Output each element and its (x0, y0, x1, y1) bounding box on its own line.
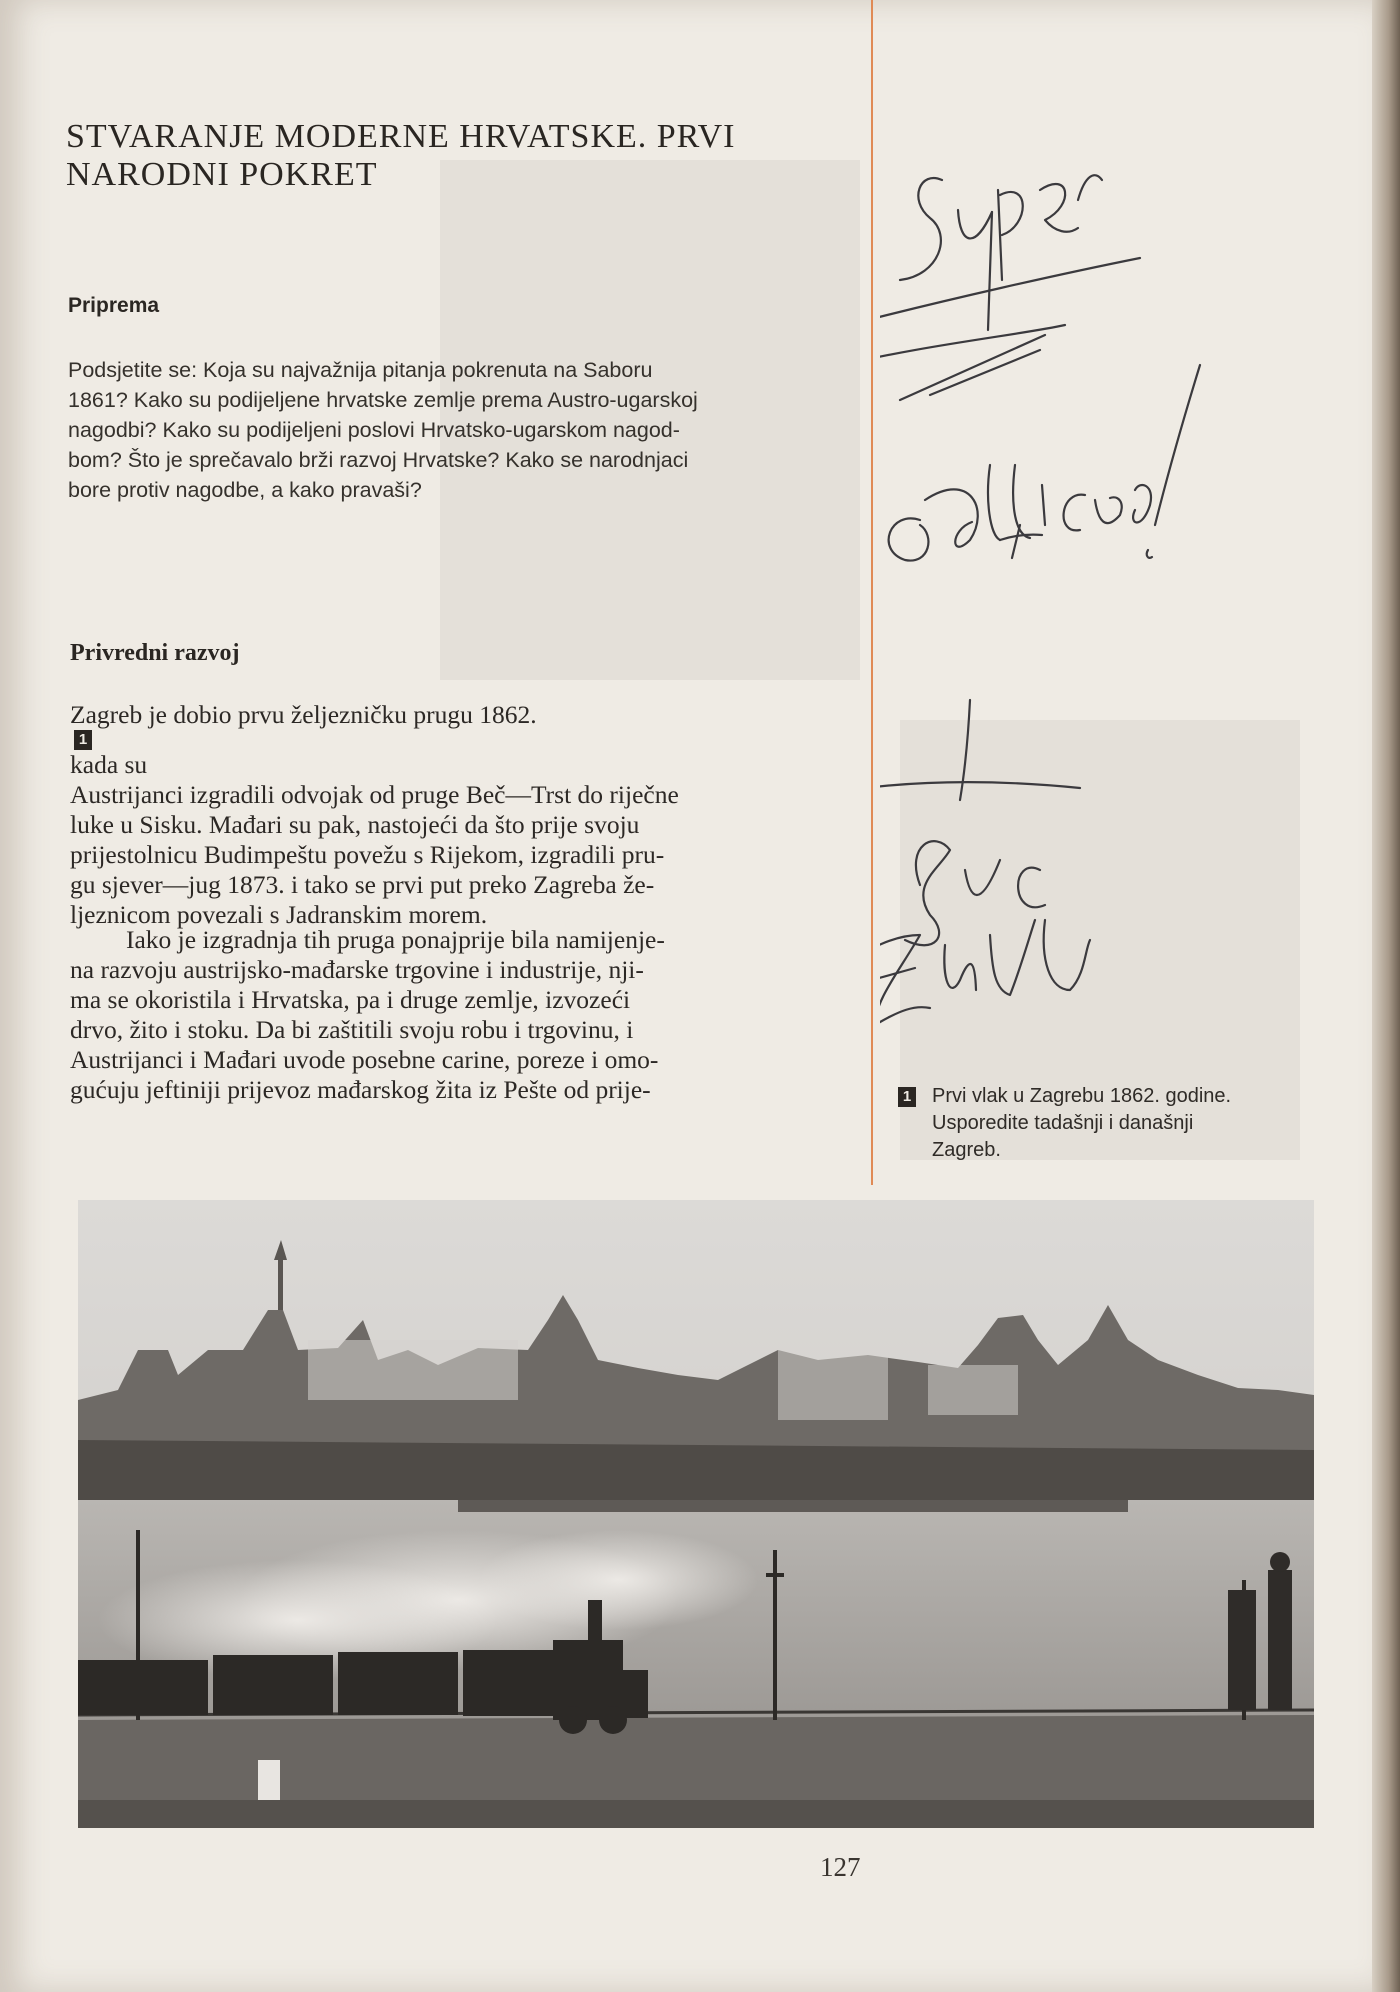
figure-reference-marker: 1 (74, 730, 92, 750)
paragraph-text: Zagreb je dobio prvu željezničku prugu 1862. (70, 700, 537, 729)
title-line: STVARANJE MODERNE HRVATSKE. PRVI (66, 118, 736, 155)
paragraph-line (70, 700, 856, 780)
paragraph-line: ma se okoristila i Hrvatska, pa i druge zemlje, izvozeći (70, 985, 631, 1014)
paragraph-line: Austrijanci i Mađari uvode posebne carine, poreze i omo- (70, 1045, 659, 1074)
paragraph-text: kada su (70, 750, 148, 779)
caption-line: Prvi vlak u Zagrebu 1862. godine. (932, 1085, 1232, 1107)
preparation-line: nagodbi? Kako su podijeljeni poslovi Hrvatsko-ugarskom nagod- (68, 418, 680, 442)
photo-first-train-zagreb (78, 1200, 1314, 1828)
paragraph-line: prijestolnicu Budimpeštu povežu s Rijekom, izgradili pru- (70, 840, 665, 869)
handwritten-notes (880, 140, 1340, 1080)
preparation-line: 1861? Kako su podijeljene hrvatske zemlje prema Austro-ugarskoj (68, 388, 698, 412)
preparation-heading: Priprema (68, 294, 160, 317)
page-title (66, 118, 856, 194)
paragraph-line: luke u Sisku. Mađari su pak, nastojeći da što prije svoju (70, 810, 640, 839)
paragraph-line: drvo, žito i stoku. Da bi zaštitili svoju robu i trgovinu, i (70, 1015, 634, 1044)
paragraph-line: Iako je izgradnja tih pruga ponajprije bila namijenje- (126, 925, 665, 954)
handwriting-super (880, 175, 1140, 400)
economy-heading: Privredni razvoj (70, 640, 240, 666)
figure-number-marker: 1 (898, 1087, 916, 1107)
preparation-text (68, 355, 854, 505)
page-number: 127 (820, 1852, 861, 1882)
margin-rule (871, 0, 873, 1185)
book-page-edge (1372, 0, 1400, 1992)
paragraph-line: gućuju jeftiniji prijevoz mađarskog žita iz Pešte od prije- (70, 1075, 651, 1104)
figure-caption (898, 1083, 1338, 1164)
caption-line: Zagreb. (932, 1139, 1001, 1161)
handwriting-sve-znam (880, 841, 1090, 1025)
paragraph-line: na razvoju austrijsko-mađarske trgovine i industrije, nji- (70, 955, 644, 984)
preparation-line: Podsjetite se: Koja su najvažnija pitanja pokrenuta na Saboru (68, 358, 653, 382)
preparation-line: bore protiv nagodbe, a kako pravaši? (68, 478, 422, 502)
handwriting-odlicno (889, 365, 1200, 561)
paragraph-line: gu sjever—jug 1873. i tako se prvi put preko Zagreba že- (70, 870, 655, 899)
paragraph-line: ljeznicom povezali s Jadranskim morem. (70, 900, 488, 929)
caption-line: Usporedite tadašnji i današnji (932, 1112, 1194, 1134)
economy-paragraph-1 (70, 700, 856, 930)
title-line: NARODNI POKRET (66, 156, 378, 193)
handwriting-plus (880, 525, 1080, 800)
economy-paragraph-2 (70, 925, 856, 1105)
preparation-line: bom? Što je sprečavalo brži razvoj Hrvatske? Kako se narodnjaci (68, 448, 689, 472)
paragraph-line: Austrijanci izgradili odvojak od pruge Beč—Trst do riječne (70, 780, 679, 809)
